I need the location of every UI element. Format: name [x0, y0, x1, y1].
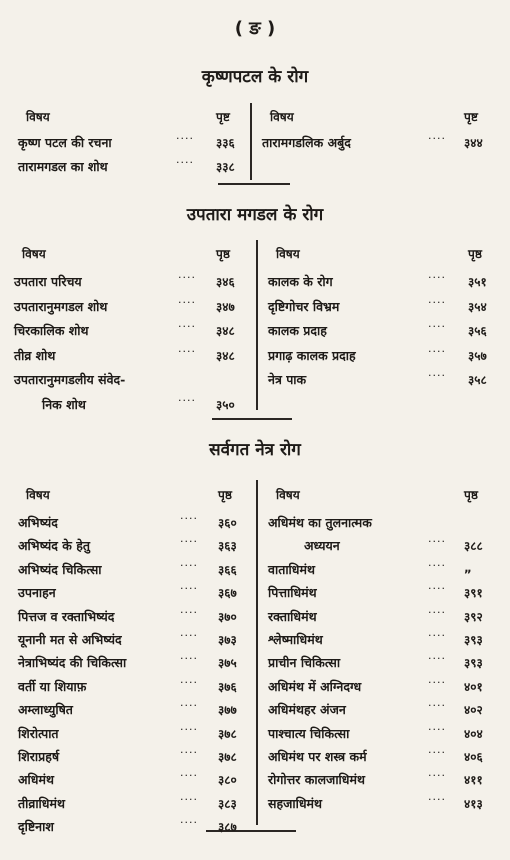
entry-page: ४०१	[464, 679, 483, 694]
entry-title: पित्तज व रक्ताभिष्यंद	[18, 608, 115, 624]
column-divider	[256, 480, 258, 825]
header-subject-right: विषय	[276, 488, 300, 502]
entry-title: रोगोत्तर कालजाधिमंथ	[268, 772, 365, 788]
leader-dots: ····	[180, 816, 198, 830]
entry-page: ३७७	[218, 703, 237, 718]
header-subject-right: विषय	[276, 247, 300, 261]
leader-dots: ····	[178, 271, 196, 284]
entry-title: कालक के रोग	[268, 274, 333, 289]
entry-page: ३३६	[216, 136, 235, 150]
entry-page: ३६३	[218, 539, 237, 554]
entry-title: अभिष्यंद	[18, 515, 58, 530]
column-divider	[250, 103, 252, 180]
leader-dots: ····	[176, 132, 194, 145]
header-page-left: पृष्ट	[216, 110, 230, 124]
leader-dots: ····	[428, 792, 446, 806]
entry-page: ३५१	[468, 275, 487, 289]
entry-title: निक शोथ	[42, 397, 86, 412]
entry-title: अधिमंथ	[18, 772, 54, 788]
entry-page: ३४८	[216, 348, 235, 363]
entry-page: ३७८	[218, 726, 237, 741]
leader-dots: ····	[180, 699, 198, 713]
entry-page: ३७५	[218, 656, 237, 671]
leader-dots: ····	[428, 605, 446, 619]
entry-page: ३९२	[464, 609, 483, 624]
entry-title: पित्ताधिमंथ	[268, 585, 317, 601]
entry-title: अधिमंथ का तुलनात्मक	[268, 515, 372, 530]
leader-dots: ····	[180, 629, 198, 642]
leader-dots: ····	[428, 271, 446, 284]
entry-title: उपतारानुमगडल शोथ	[14, 298, 108, 314]
entry-page: ३५८	[468, 373, 487, 388]
leader-dots: ····	[180, 558, 198, 572]
entry-page: ३९१	[464, 586, 483, 601]
entry-title: चिरकालिक शोथ	[14, 323, 89, 339]
leader-dots: ····	[428, 722, 446, 736]
leader-dots: ····	[428, 746, 446, 759]
entry-page: ४१३	[464, 796, 483, 811]
leader-dots: ····	[180, 652, 198, 666]
header-subject-left: विषय	[26, 488, 50, 502]
entry-title: नेत्र पाक	[268, 372, 307, 388]
entry-title: अधिमंथ में अग्निदग्ध	[268, 678, 362, 694]
entry-page: ३७३	[218, 633, 237, 647]
leader-dots: ····	[428, 582, 446, 596]
leader-dots: ····	[178, 394, 196, 407]
entry-page: ३५४	[468, 299, 487, 314]
leader-dots: ····	[428, 535, 446, 549]
entry-title: नेत्राभिष्यंद की चिकित्सा	[18, 655, 127, 671]
entry-title: शिरोत्पात	[18, 725, 59, 741]
entry-page: ४०४	[464, 726, 483, 741]
entry-title: रक्ताधिमंथ	[268, 608, 317, 624]
entry-title: अम्लाध्युषित	[18, 702, 73, 718]
header-page-right: पृष्ठ	[464, 488, 478, 502]
leader-dots: ····	[178, 320, 196, 334]
entry-page: ३५०	[216, 398, 235, 412]
leader-dots: ····	[428, 629, 446, 642]
entry-title: प्रगाढ़ कालक प्रदाह	[268, 347, 356, 363]
leader-dots: ····	[428, 558, 446, 572]
entry-page: ३८८	[464, 539, 483, 554]
header-page-left: पृष्ठ	[216, 247, 230, 261]
leader-dots: ····	[180, 605, 198, 619]
leader-dots: ····	[428, 769, 446, 783]
leader-dots: ····	[178, 344, 196, 358]
entry-title: वाताधिमंथ	[268, 561, 315, 577]
leader-dots: ····	[176, 156, 194, 169]
entry-title: अभिष्यंद के हेतु	[18, 538, 90, 554]
section-rule	[212, 418, 292, 420]
entry-title: प्राचीन चिकित्सा	[268, 655, 341, 671]
entry-title: दृष्टिगोचर विभ्रम	[268, 298, 340, 314]
leader-dots: ····	[180, 722, 198, 736]
header-subject-right: विषय	[270, 110, 294, 124]
entry-title: उपतारा परिचय	[14, 274, 82, 289]
entry-title: वर्ती या शियाफ़	[18, 678, 87, 694]
entry-page: „	[464, 560, 472, 575]
entry-title: पाश्चात्य चिकित्सा	[268, 725, 350, 741]
leader-dots: ····	[180, 769, 198, 783]
header-page-left: पृष्ठ	[218, 488, 232, 502]
leader-dots: ····	[180, 582, 198, 596]
leader-dots: ····	[180, 535, 198, 549]
leader-dots: ····	[180, 792, 198, 806]
entry-page: ३५६	[468, 324, 487, 339]
entry-title: तारामगडल का शोथ	[18, 159, 108, 174]
section-title: सर्वगत नेत्र रोग	[209, 440, 301, 460]
entry-page: ३४७	[216, 299, 235, 314]
entry-title: यूनानी मत से अभिष्यंद	[18, 632, 122, 647]
entry-page: ३३८	[216, 160, 235, 174]
entry-title: शिराप्रहर्ष	[18, 749, 60, 764]
column-divider	[256, 240, 258, 410]
leader-dots: ····	[180, 675, 198, 689]
entry-title: तीव्राधिमंथ	[18, 795, 65, 811]
entry-title: कृष्ण पटल की रचना	[18, 135, 112, 150]
entry-page: ३४८	[216, 324, 235, 339]
page-mark: ( ङ )	[234, 18, 276, 39]
entry-page: ३८७	[218, 820, 237, 835]
entry-title: अधिमंथ पर शस्त्र कर्म	[268, 749, 367, 764]
entry-title: सहजाधिमंथ	[268, 795, 322, 811]
leader-dots: ····	[428, 320, 446, 334]
section-title: उपतारा मगडल के रोग	[186, 205, 324, 225]
entry-title: कालक प्रदाह	[268, 323, 327, 339]
leader-dots: ····	[428, 652, 446, 666]
entry-page: ३५७	[468, 348, 487, 363]
entry-page: ३७०	[218, 609, 237, 624]
entry-page: ३६६	[218, 562, 237, 577]
leader-dots: ····	[428, 369, 446, 383]
entry-title: उपनाहन	[18, 585, 56, 601]
entry-page: ३९३	[464, 656, 483, 671]
entry-page: ३९३	[464, 633, 483, 647]
entry-title: दृष्टिनाश	[18, 819, 54, 835]
entry-page: ३८३	[218, 796, 237, 811]
leader-dots: ····	[180, 746, 198, 759]
entry-page: ४०६	[464, 750, 483, 764]
entry-page: ३६०	[218, 516, 237, 530]
leader-dots: ····	[178, 295, 196, 309]
entry-page: ३४६	[216, 275, 235, 289]
entry-page: ३८०	[218, 773, 237, 788]
entry-page: ४११	[464, 773, 483, 788]
leader-dots: ····	[428, 132, 446, 145]
entry-title: अधिमंथहर अंजन	[268, 702, 346, 718]
entry-title: तीव्र शोथ	[14, 347, 56, 363]
entry-title: तारामगडलिक अर्बुद	[262, 135, 351, 150]
leader-dots: ····	[180, 512, 198, 525]
leader-dots: ····	[428, 344, 446, 358]
header-subject-left: विषय	[26, 110, 50, 124]
leader-dots: ····	[428, 675, 446, 689]
leader-dots: ····	[428, 295, 446, 309]
entry-title: अध्ययन	[304, 538, 340, 554]
entry-title: श्लेष्माधिमंथ	[268, 632, 323, 647]
entry-page: ३६७	[218, 586, 237, 601]
header-page-right: पृष्ट	[464, 110, 478, 124]
leader-dots: ····	[428, 699, 446, 713]
entry-page: ३७८	[218, 750, 237, 764]
section-rule	[218, 183, 290, 185]
entry-page: ४०२	[464, 703, 483, 718]
section-title: कृष्णपटल के रोग	[201, 67, 309, 87]
entry-page: ३७६	[218, 679, 237, 694]
header-subject-left: विषय	[22, 247, 46, 261]
entry-page: ३४४	[464, 136, 483, 150]
entry-title: अभिष्यंद चिकित्सा	[18, 561, 102, 577]
entry-title: उपतारानुमगडलीय संवेद-	[14, 372, 126, 388]
header-page-right: पृष्ठ	[468, 247, 482, 261]
